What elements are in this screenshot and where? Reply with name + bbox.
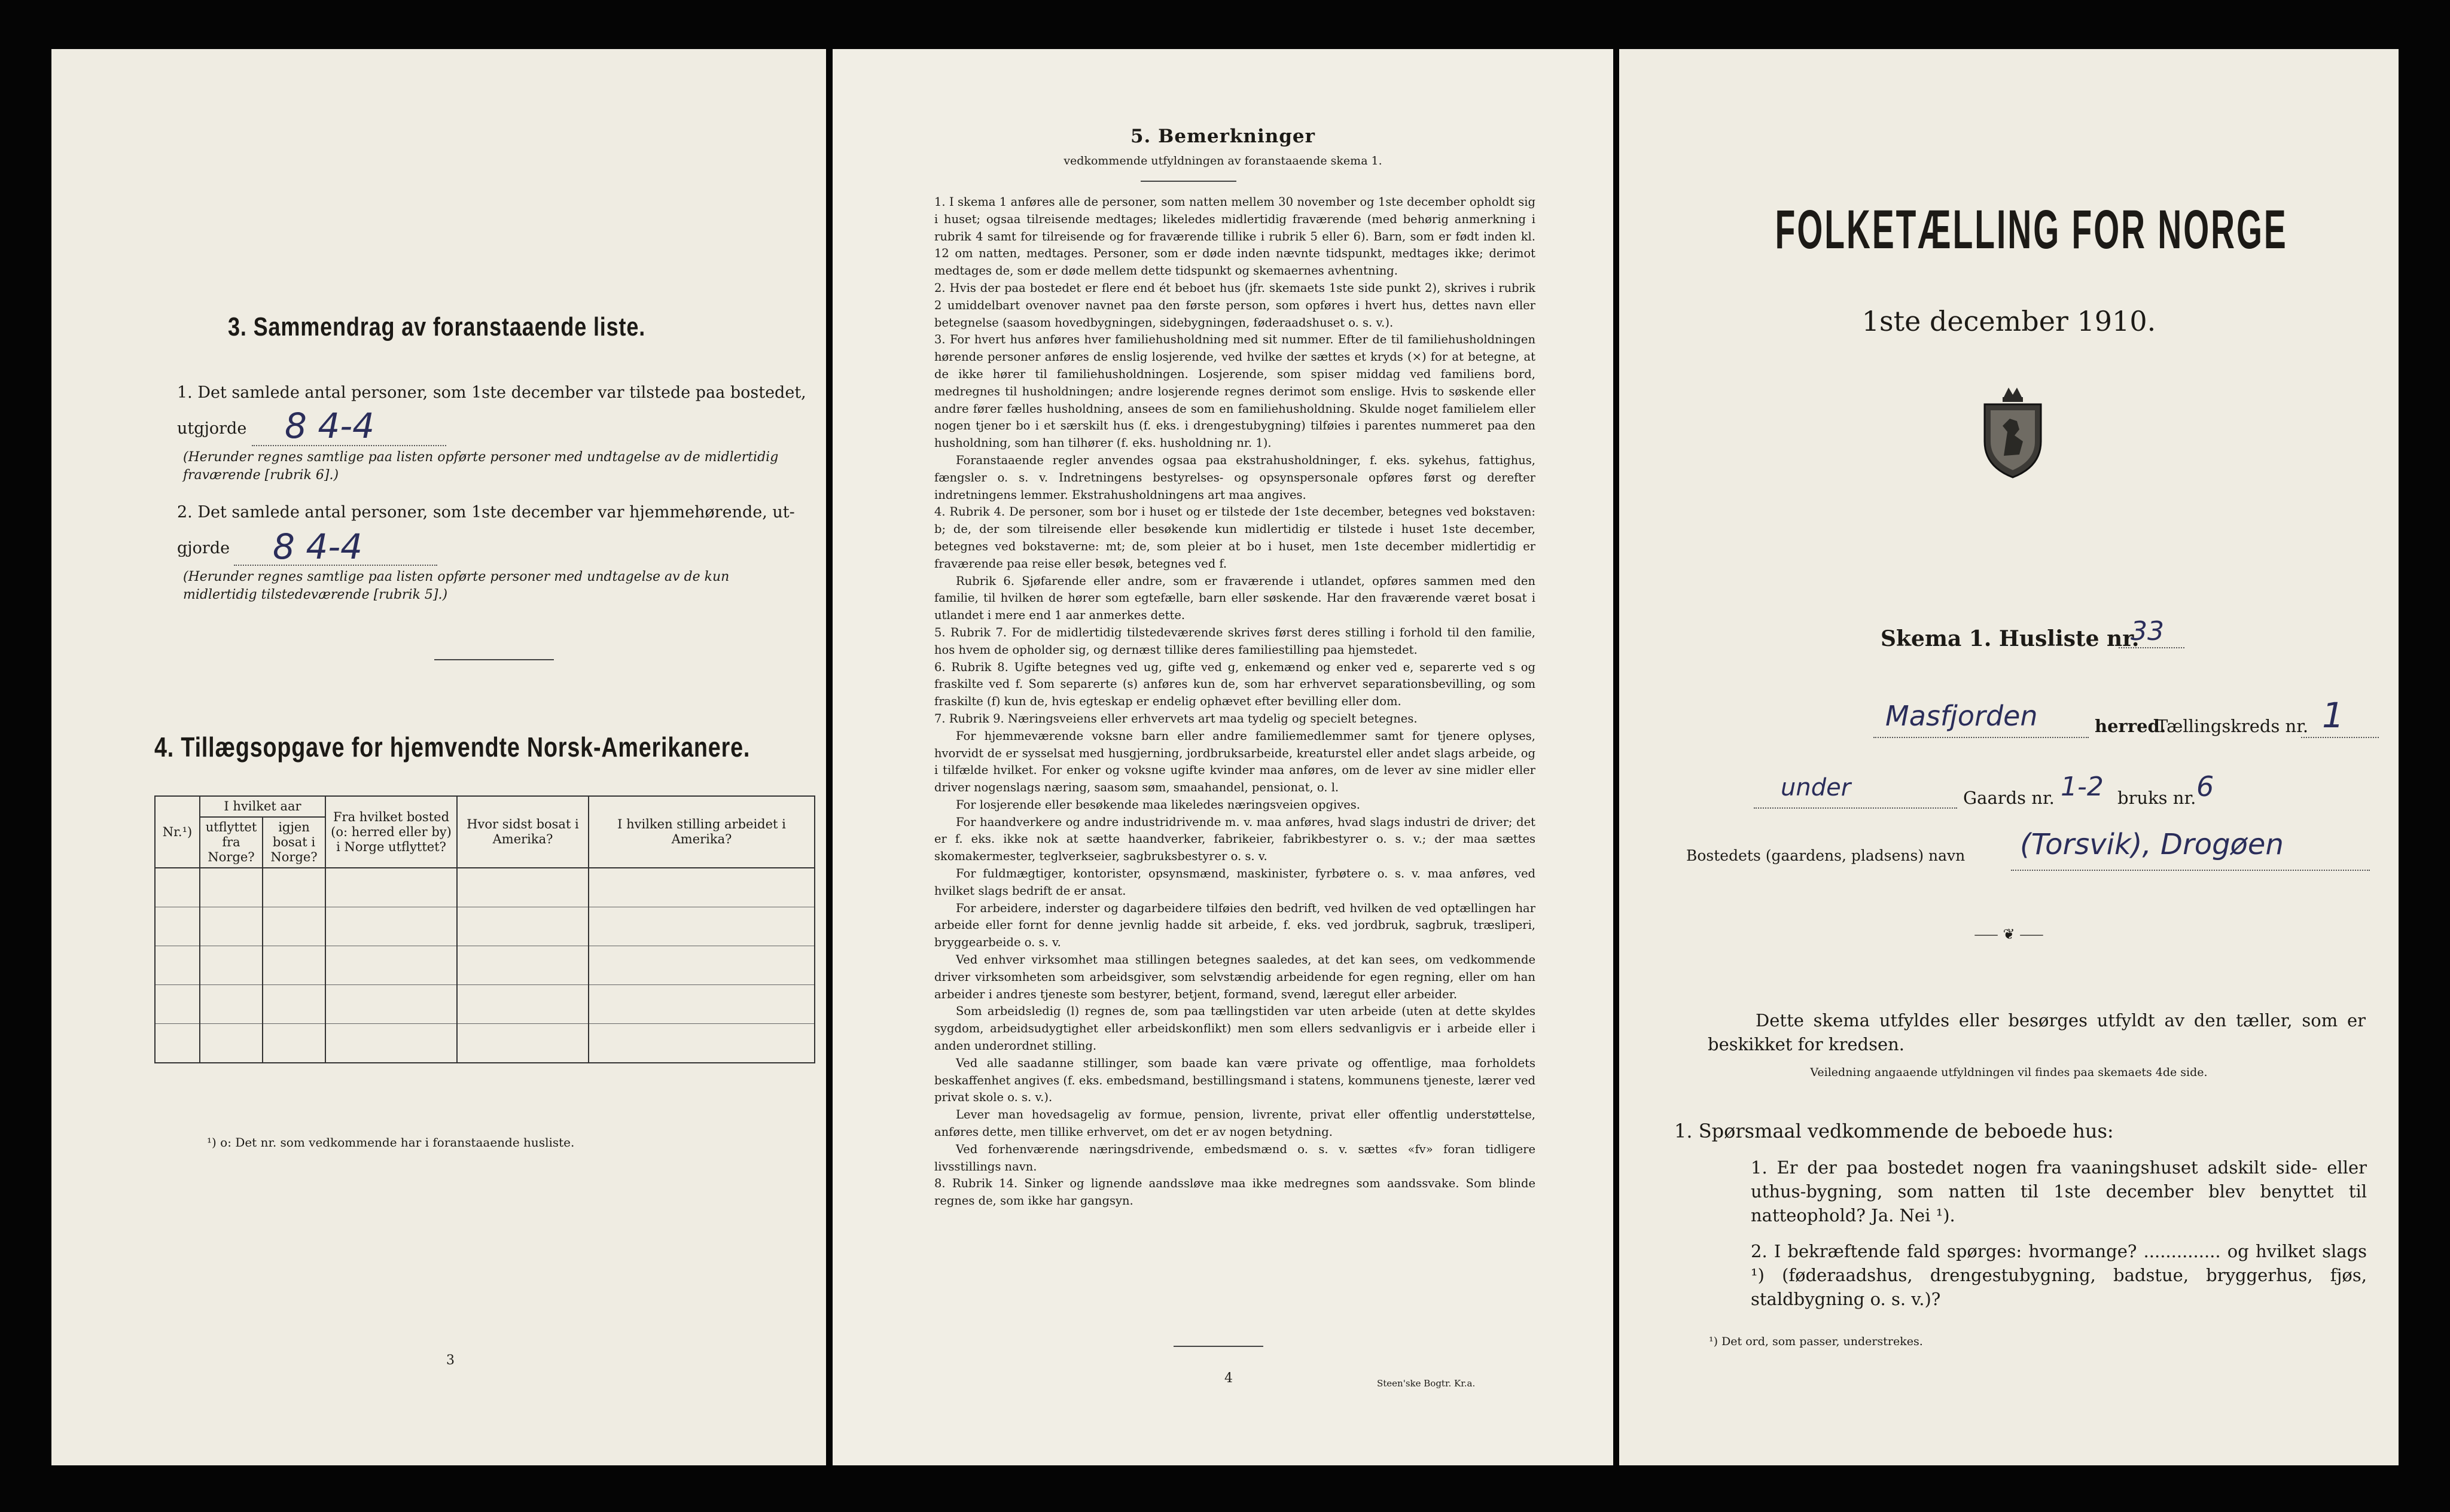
bosted-label: Bostedets (gaardens, pladsens) navn [1686, 847, 1966, 864]
bruks-label: bruks nr. [2117, 788, 2196, 808]
veiledning-note: Veiledning angaaende utfyldningen vil findes paa skemaets 4de side. [1810, 1066, 2208, 1079]
answer-line [1873, 737, 2089, 738]
herred-name: Masfjorden [1885, 700, 2038, 732]
item-2-note: (Herunder regnes samtlige paa listen opførte personer med undtagelse av de kun midlertidig tilstedeværende [rubrik 5].) [183, 569, 730, 602]
remark-paragraph: Ved alle saadanne stillinger, som baade kan være private og offentlige, maa forholdets beskaffenhet angives (f. eks. embedsmand, bestillingsmand i statens, kommunens tjeneste, lærer ved privat skole o. s. v.). [934, 1056, 1535, 1105]
question-2: 2. I bekræftende fald spørges: hvormange? .............. og hvilket slags ¹) (føderaadshus, drengestubygning, badstue, bryggerhus, fjøs, staldbygning o. s. v.)? [1751, 1241, 2367, 1309]
answer-line [2119, 647, 2184, 648]
norsk-amerikanere-table [154, 795, 815, 1063]
remark-paragraph: For losjerende eller besøkende maa likeledes næringsveien opgives. [956, 797, 1360, 812]
page-3 [51, 49, 826, 1465]
intro-text: Dette skema utfyldes eller besørges utfyldt av den tæller, som er beskikket for kredsen. [1708, 1010, 2366, 1054]
printer-imprint: Steen'ske Bogtr. Kr.a. [1377, 1378, 1476, 1389]
remark-paragraph: 4. Rubrik 4. De personer, som bor i huset og er tilstede der 1ste december, betegnes ved bokstaven: b; de, der som tilreisende eller besøkende kun midlertidig er tilstede i huset 1ste december, betegnes ved bokstaverne: mt; de, som pleier at bo i huset, men 1ste december midlertidig er fraværende paa reise eller besøk, betegnes ved f. [934, 505, 1535, 571]
col-returned: igjen bosat i Norge? [263, 817, 325, 868]
bosted-name: (Torsvik), Drogøen [2020, 828, 2284, 861]
remarks-list [934, 194, 1535, 1210]
table-row [155, 868, 815, 907]
remark-paragraph: Som arbeidsledig (l) regnes de, som paa tællingstiden var uten arbeide (uten at dette skyldes sygdom, arbeidsudygtighet eller arbeidskonflikt) men som ellers sedvanligvis er i arbeide eller i anden underordnet stilling. [934, 1004, 1535, 1053]
page-1-footnote: ¹) Det ord, som passer, understrekes. [1709, 1335, 1923, 1348]
gaards-number: 1-2 [2061, 772, 2104, 802]
col-last-america: Hvor sidst bosat i Amerika? [457, 796, 589, 868]
answer-line [1754, 807, 1957, 809]
item-2-prefix: gjorde [177, 539, 230, 557]
item-1-answer-line [252, 445, 446, 446]
kreds-number: 1 [2322, 695, 2344, 736]
table-row [155, 907, 815, 946]
remark-paragraph: 3. For hvert hus anføres hver familiehusholdning med sit nummer. Efter de til familiehusholdningen hørende personer anføres de enslig losjerende, ved hvilke der sættes et kryds (×) for at betegne, at de ikke hører til familiehusholdningen. Losjerende, som spiser middag ved familiens bord, medregnes til husholdningen; andre losjerende regnes derimot som enslige. Hvis to søskende eller andre fører fælles husholdning, ansees de som en familiehusholdning. Skulde noget familielem eller nogen tjener bo i et særskilt hus (f. eks. i drengestubygning) tilføies i parentes nummeret paa den husholdning, som han tilhører (f. eks. husholdning nr. 1). [934, 333, 1535, 450]
kreds-label: Tællingskreds nr. [2156, 716, 2309, 736]
remark-paragraph: For fuldmægtiger, kontorister, opsynsmænd, maskinister, fyrbøtere o. s. v. maa anføres, ved hvilket slags bedrift de er ansat. [934, 867, 1535, 898]
divider [434, 659, 554, 660]
remark-paragraph: Ved enhver virksomhet maa stillingen betegnes saaledes, at det kan sees, om vedkommende driver virksomheten som arbeidsgiver, som selvstændig arbeidende for egen regning, eller om han arbeider i andres tjeneste som bestyrer, betjent, formand, svend, læregut eller arbeider. [934, 953, 1535, 1001]
page-4 [833, 49, 1613, 1465]
ornament-divider: ⸺ ❦ ⸺ [1974, 926, 2044, 943]
table-row [155, 946, 815, 985]
table-row [155, 985, 815, 1024]
remark-paragraph: Foranstaaende regler anvendes ogsaa paa ekstrahusholdninger, f. eks. sykehus, fattighus, fængsler o. s. v. Indretningens bestyrelses- og opsynspersonale opføres først og derefter indretningens lemmer. Ekstrahusholdningens art maa angives. [934, 453, 1535, 502]
col-emigrated: utflyttet fra Norge? [200, 817, 263, 868]
census-date: 1ste december 1910. [1861, 305, 2156, 337]
item-2-handwritten-count: 8 4-4 [273, 526, 363, 567]
remark-paragraph: 5. Rubrik 7. For de midlertidig tilstedeværende skrives først deres stilling i forhold til den familie, hos hvem de opholder sig, og dernæst tillike deres familiestilling paa hjemstedet. [934, 625, 1535, 657]
page-number: 3 [446, 1353, 455, 1368]
item-2-text: 2. Det samlede antal personer, som 1ste december var hjemmehørende, ut- [177, 503, 795, 522]
answer-line [2011, 870, 2370, 871]
remark-paragraph: Lever man hovedsagelig av formue, pension, livrente, privat eller offentlig understøttelse, anføres dette, men tillike erhvervet, om det er av nogen betydning. [934, 1108, 1535, 1139]
norway-coat-of-arms-icon [1980, 384, 2046, 482]
question-heading: 1. Spørsmaal vedkommende de beboede hus: [1674, 1120, 2114, 1142]
remark-paragraph: Ved forhenværende næringsdrivende, embedsmænd o. s. v. sættes «fv» foran tidligere livsstillings navn. [934, 1142, 1535, 1173]
remark-paragraph: 6. Rubrik 8. Ugifte betegnes ved ug, gifte ved g, enkemænd og enker ved e, separerte ved s og fraskilte ved f. Som separerte (s) anføres kun de, som har erhvervet separationsbevilling, og som fraskilte (f) kun de, hvis egteskap er endelig ophævet efter bevilling eller dom. [934, 660, 1535, 709]
remark-paragraph: 2. Hvis der paa bostedet er flere end ét beboet hus (jfr. skemaets 1ste side punkt 2), skrives i rubrik 2 umiddelbart ovenover navnet paa den første person, som opføres i hvert hus, dettes navn eller betegnelse (saasom hovedbygningen, sidebygningen, føderaadshuset o. s. v.). [934, 281, 1535, 330]
remark-paragraph: For hjemmeværende voksne barn eller andre familiemedlemmer samt for tjenere oplyses, hvorvidt de er sysselsat med husgjerning, jordbruksarbeide, kreaturstel eller andet slags arbeide, og i tilfælde hvilket. For enker og voksne ugifte kvinder maa anføres, om de lever av sine midler eller driver nogenslags næring, saasom søm, smaahandel, pensionat, o. l. [934, 728, 1535, 795]
item-2-answer-line [234, 565, 437, 566]
item-1-handwritten-count: 8 4-4 [285, 406, 375, 446]
remark-paragraph: For arbeidere, inderster og dagarbeidere tilføies den bedrift, ved hvilken de ved optællingen har arbeide eller fornt for denne jevnlig hadde sit arbeide, f. eks. ved jordbruk, sagbruk, træsliperi, bryggearbeide o. s. v. [934, 901, 1535, 950]
table-row [155, 1024, 815, 1063]
herred-label: herred. [2095, 716, 2166, 736]
item-1-prefix: utgjorde [177, 419, 247, 438]
under-word: under [1781, 774, 1851, 801]
remark-paragraph: 8. Rubrik 14. Sinker og lignende aandssløve maa ikke medregnes som aandssvake. Som blinde regnes de, som ikke har gangsyn. [934, 1176, 1535, 1208]
answer-line [2301, 737, 2379, 738]
remark-paragraph: Rubrik 6. Sjøfarende eller andre, som er fraværende i utlandet, opføres sammen med den familie, til hvilken de hører som egtefælle, barn eller søskende. Har den fraværende været bosat i utlandet i mere end 1 aar anmerkes dette. [934, 574, 1535, 623]
bruks-number: 6 [2196, 770, 2214, 803]
remarks-heading: 5. Bemerkninger [1130, 126, 1315, 147]
divider [1174, 1346, 1263, 1347]
section-4-heading: 4. Tillægsopgave for hjemvendte Norsk-Amerikanere. [154, 731, 751, 763]
item-1-text: 1. Det samlede antal personer, som 1ste december var tilstede paa bostedet, [177, 383, 806, 402]
section-3-heading: 3. Sammendrag av foranstaaende liste. [228, 312, 646, 342]
remark-paragraph: 1. I skema 1 anføres alle de personer, som natten mellem 30 november og 1ste december opholdt sig i huset; ogsaa tilreisende medtages; likeledes midlertidig fraværende (med behørig anmerkning i rubrik 4 samt for tilreisende og for fraværende tillike i rubrik 5 eller 6). Barn, som er født inden kl. 12 om natten, medtages. Personer, som er døde inden nævnte tidspunkt, medtages ikke; derimot medtages de, som er døde mellem dette tidspunkt og skemaernes avhentning. [934, 195, 1535, 278]
item-1-note: (Herunder regnes samtlige paa listen opførte personer med undtagelse av de midlertidig fraværende [rubrik 6].) [183, 450, 779, 483]
skema-label: Skema 1. Husliste nr. [1881, 626, 2140, 651]
remark-paragraph: 7. Rubrik 9. Næringsveiens eller erhvervets art maa tydelig og specielt betegnes. [934, 711, 1418, 725]
divider [1141, 181, 1236, 182]
gaards-label: Gaards nr. [1963, 788, 2055, 808]
page-number: 4 [1224, 1371, 1233, 1386]
col-from-place: Fra hvilket bosted (o: herred eller by) i Norge utflyttet? [325, 796, 457, 868]
husliste-number: 33 [2131, 616, 2164, 647]
question-1: 1. Er der paa bostedet nogen fra vaaningshuset adskilt side- eller uthus-bygning, som natten til 1ste december blev benyttet til natteophold? Ja. Nei ¹). [1751, 1157, 2367, 1226]
col-occupation: I hvilken stilling arbeidet i Amerika? [589, 796, 815, 868]
census-title: FOLKETÆLLING FOR NORGE [1775, 199, 2288, 260]
col-group-year: I hvilket aar [200, 796, 325, 817]
table-footnote: ¹) o: Det nr. som vedkommende har i foranstaaende husliste. [207, 1135, 575, 1150]
remarks-subheading: vedkommende utfyldningen av foranstaaende skema 1. [1064, 154, 1382, 167]
page-1 [1619, 49, 2399, 1465]
col-nr: Nr.¹) [155, 796, 200, 868]
remark-paragraph: For haandverkere og andre industridrivende m. v. maa anføres, hvad slags industri de driver; det er f. eks. ikke nok at sætte haandverker, fabrikeier, fabrikbestyrer o. s. v.; der maa sættes skomakermester, teglverkseier, sagbruksbestyrer o. s. v. [934, 815, 1535, 864]
